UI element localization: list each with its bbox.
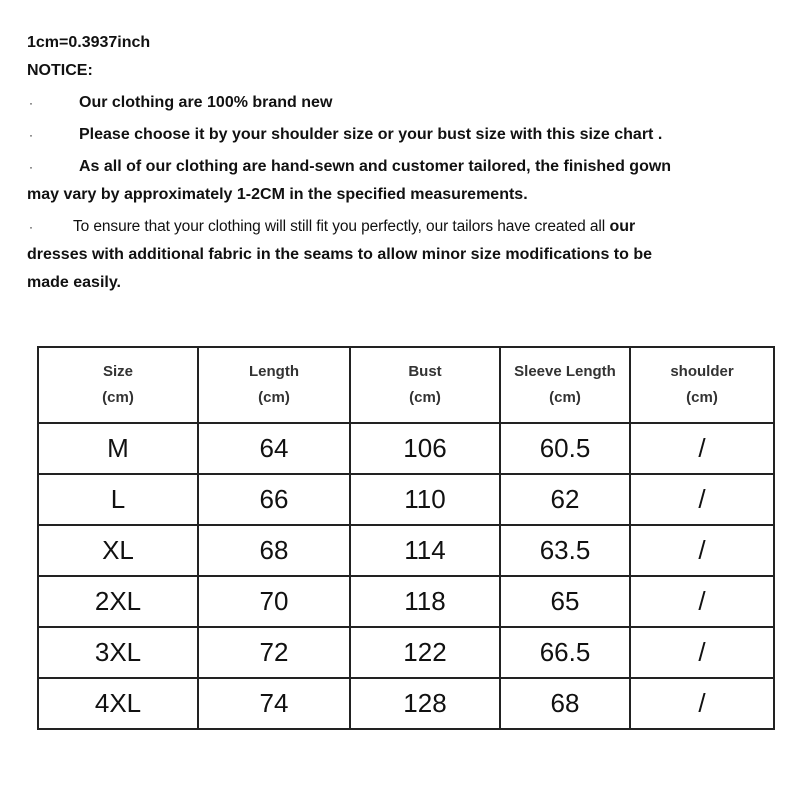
cell-sleeve-length: 65 xyxy=(500,576,630,627)
header-label: Sleeve Length xyxy=(514,363,616,380)
cell-length: 64 xyxy=(198,423,350,474)
cell-size: 3XL xyxy=(38,627,198,678)
notice-item-text: Our clothing are 100% brand new xyxy=(79,94,333,111)
notice-item-text-bold: our xyxy=(605,218,636,235)
cell-sleeve-length: 62 xyxy=(500,474,630,525)
header-bust xyxy=(350,347,500,423)
notice-item-hand-sewn xyxy=(27,154,767,182)
header-unit: (cm) xyxy=(102,389,134,406)
notice-item-brand-new xyxy=(27,90,767,122)
notice-item-text: Please choose it by your shoulder size or your bust size with this size chart . xyxy=(79,126,663,143)
header-label: Size xyxy=(102,363,133,380)
cell-length: 66 xyxy=(198,474,350,525)
header-size xyxy=(38,347,198,423)
table-row xyxy=(38,525,774,576)
notice-item-fit xyxy=(27,214,767,242)
cell-sleeve-length: 66.5 xyxy=(500,627,630,678)
unit-conversion: 1cm=0.3937inch xyxy=(27,34,151,51)
size-chart-table xyxy=(37,346,775,730)
bullet-icon: · xyxy=(29,220,33,234)
table-row xyxy=(38,474,774,525)
notice-item-fit-continued: dresses with additional fabric in the seams to allow minor size modifications to be xyxy=(27,246,653,263)
cell-size: M xyxy=(38,423,198,474)
cell-sleeve-length: 63.5 xyxy=(500,525,630,576)
table-row xyxy=(38,627,774,678)
cell-sleeve-length: 60.5 xyxy=(500,423,630,474)
header-unit: (cm) xyxy=(686,389,718,406)
header-length xyxy=(198,347,350,423)
cell-size: 2XL xyxy=(38,576,198,627)
notice-heading: NOTICE: xyxy=(27,62,93,79)
cell-shoulder: / xyxy=(630,678,774,729)
cell-bust: 118 xyxy=(350,576,500,627)
header-label: Bust xyxy=(408,363,442,380)
table-row xyxy=(38,423,774,474)
notice-item-fit-end: made easily. xyxy=(27,274,121,291)
cell-bust: 110 xyxy=(350,474,500,525)
cell-size: L xyxy=(38,474,198,525)
cell-shoulder: / xyxy=(630,525,774,576)
cell-length: 74 xyxy=(198,678,350,729)
cell-size: 4XL xyxy=(38,678,198,729)
notice-item-size-choice xyxy=(27,122,767,154)
cell-shoulder: / xyxy=(630,474,774,525)
header-sleeve-length xyxy=(500,347,630,423)
cell-sleeve-length: 68 xyxy=(500,678,630,729)
table-row xyxy=(38,576,774,627)
header-unit: (cm) xyxy=(258,389,290,406)
bullet-icon: · xyxy=(29,160,33,174)
table-row xyxy=(38,678,774,729)
cell-length: 70 xyxy=(198,576,350,627)
cell-length: 68 xyxy=(198,525,350,576)
cell-size: XL xyxy=(38,525,198,576)
header-label: Length xyxy=(249,363,299,380)
cell-bust: 114 xyxy=(350,525,500,576)
header-unit: (cm) xyxy=(549,389,581,406)
notice-item-text: To ensure that your clothing will still fit you perfectly, our tailors have created all xyxy=(73,218,606,235)
header-label: shoulder xyxy=(670,363,734,380)
cell-length: 72 xyxy=(198,627,350,678)
bullet-icon: · xyxy=(29,96,33,110)
header-unit: (cm) xyxy=(409,389,441,406)
notice-section xyxy=(27,30,767,298)
cell-bust: 106 xyxy=(350,423,500,474)
cell-bust: 128 xyxy=(350,678,500,729)
cell-shoulder: / xyxy=(630,627,774,678)
cell-shoulder: / xyxy=(630,423,774,474)
header-shoulder xyxy=(630,347,774,423)
notice-item-text: As all of our clothing are hand-sewn and customer tailored, the finished gown xyxy=(79,158,672,175)
table-header-row xyxy=(38,347,774,423)
cell-bust: 122 xyxy=(350,627,500,678)
notice-item-hand-sewn-continued: may vary by approximately 1-2CM in the specified measurements. xyxy=(27,186,528,203)
cell-shoulder: / xyxy=(630,576,774,627)
bullet-icon: · xyxy=(29,128,33,142)
